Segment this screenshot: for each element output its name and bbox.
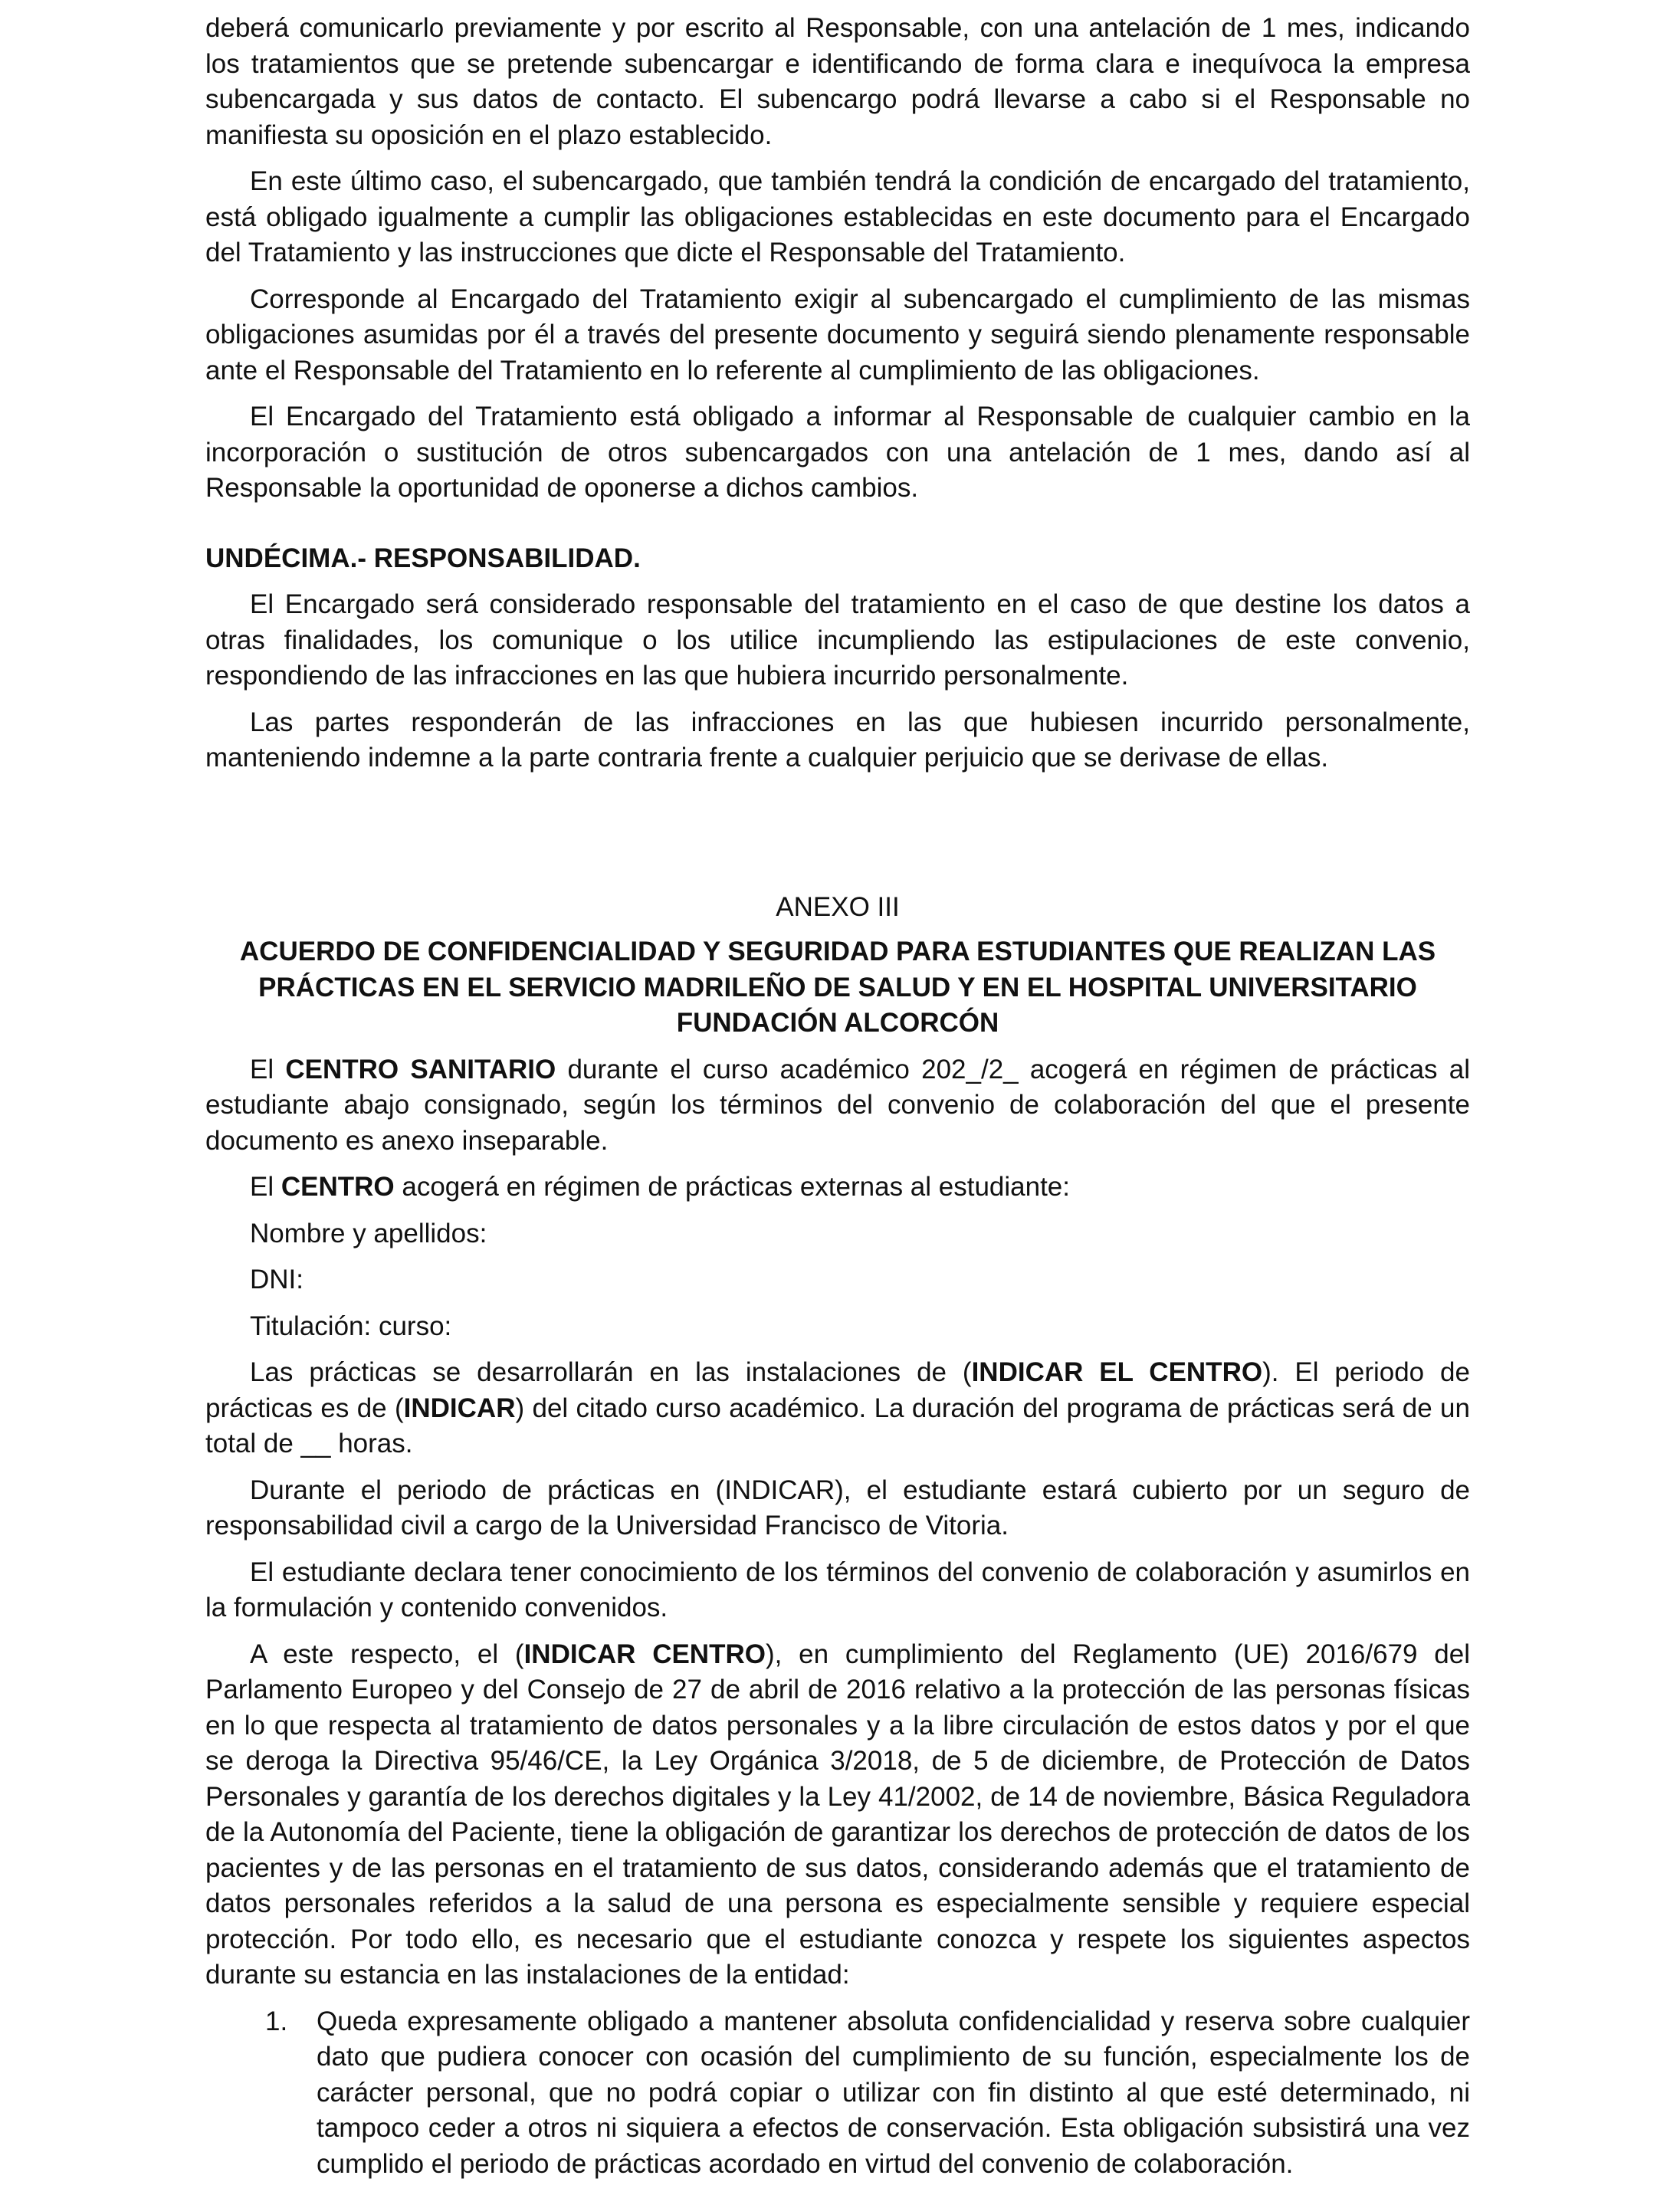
paragraph-subcontractor-condition: En este último caso, el subencargado, que también tendrá la condición de encargado del tratamiento, está obligado igualmente a cumplir las obligaciones establecidas en este documento para el Encargado del Tratamiento y las instrucciones que dicte el Responsable del Tratamiento. — [205, 166, 1470, 267]
list-item-text: Queda expresamente obligado a mantener absoluta confidencialidad y reserva sobre cualquier dato que pudiera conocer con ocasión del cumplimiento de su función, especialmente los de carácter personal, que no podrá copiar o utilizar con fin distinto al que esté determinado, ni tampoco ceder a otros ni siquiera a efectos de conservación. Esta obligación subsistirá una vez cumplido el periodo de prácticas acordado en virtud del convenio de colaboración. — [317, 2006, 1470, 2179]
paragraph-subcontractor-obligations: Corresponde al Encargado del Tratamiento exigir al subencargado el cumplimiento de las mismas obligaciones asumidas por él a través del presente documento y seguirá siendo plenamente responsable ante el Responsable del Tratamiento en lo referente al cumplimiento de las obligaciones. — [205, 284, 1470, 386]
annex-paragraph-regulation: A este respecto, el (INDICAR CENTRO), en cumplimiento del Reglamento (UE) 2016/679 del Parlamento Europeo y del Consejo de 27 de abril de 2016 relativo a la protección de las personas físicas en lo que respecta al tratamiento de datos personales y a la libre circulación de estos datos y por el que se deroga la Directiva 95/46/CE, la Ley Orgánica 3/2018, de 5 de diciembre, de Protección de Datos Personales y garantía de los derechos digitales y la Ley 41/2002, de 14 de noviembre, Básica Reguladora de la Autonomía del Paciente, tiene la obligación de garantizar los derechos de protección de datos de los pacientes y de las personas en el tratamiento de sus datos, considerando además que el tratamiento de datos personales referidos a la salud de una persona es especialmente sensible y requiere especial protección. Por todo ello, es necesario que el estudiante conozca y respete los siguientes aspectos durante su estancia en las instalaciones de la entidad: — [205, 1639, 1471, 1990]
annex-label: ANEXO III — [776, 891, 900, 922]
clause-heading: UNDÉCIMA.- RESPONSABILIDAD. — [205, 543, 641, 573]
annex-paragraph-insurance: Durante el periodo de prácticas en (INDICAR), el estudiante estará cubierto por un seguro de responsabilidad civil a cargo de la Universidad Francisco de Vitoria. — [205, 1475, 1470, 1540]
list-item — [205, 2004, 1470, 2183]
annex-paragraph-acknowledgement: El estudiante declara tener conocimiento de los términos del convenio de colaboración y asumirlos en la formulación y contenido convenidos. — [205, 1557, 1470, 1622]
annex-paragraph-installations: Las prácticas se desarrollarán en las instalaciones de (INDICAR EL CENTRO). El periodo de prácticas es de (INDICAR) del citado curso académico. La duración del programa de prácticas será de un total de __ horas. — [205, 1357, 1470, 1458]
annex-paragraph-centro: El CENTRO acogerá en régimen de prácticas externas al estudiante: — [250, 1172, 1070, 1202]
intro-paragraph: deberá comunicarlo previamente y por escrito al Responsable, con una antelación de 1 mes, indicando los tratamientos que se pretende subencargar e identificando de forma clara e inequívoca la empresa subencargada y sus datos de contacto. El subencargo podrá llevarse a cabo si el Responsable no manifiesta su oposición en el plazo establecido. — [205, 13, 1470, 150]
clause-paragraph: Las partes responderán de las infracciones en las que hubiesen incurrido personalmente, manteniendo indemne a la parte contraria frente a cualquier perjuicio que se derivase de ellas. — [205, 707, 1470, 773]
obligations-list — [205, 2004, 1470, 2183]
field-dni-label: DNI: — [250, 1265, 304, 1294]
annex-paragraph-centro-sanitario: El CENTRO SANITARIO durante el curso académico 202_/2_ acogerá en régimen de prácticas al estudiante abajo consignado, según los términos del convenio de colaboración del que el presente documento es anexo inseparable. — [205, 1054, 1471, 1156]
paragraph-subcontractor-changes: El Encargado del Tratamiento está obligado a informar al Responsable de cualquier cambio en la incorporación o sustitución de otros subencargados con una antelación de 1 mes, dando así al Responsable la oportunidad de oponerse a dichos cambios. — [205, 402, 1470, 503]
field-degree-label: Titulación: curso: — [250, 1311, 452, 1341]
field-name-label: Nombre y apellidos: — [250, 1218, 487, 1248]
annex-title: ACUERDO DE CONFIDENCIALIDAD Y SEGURIDAD PARA ESTUDIANTES QUE REALIZAN LAS PRÁCTICAS EN EL SERVICIO MADRILEÑO DE SALUD Y EN EL HOSPITAL UNIVERSITARIO FUNDACIÓN ALCORCÓN — [239, 937, 1436, 1038]
list-item-number: 1. — [265, 2006, 288, 2036]
clause-paragraph: El Encargado será considerado responsable del tratamiento en el caso de que destine los datos a otras finalidades, los comunique o los utilice incumpliendo las estipulaciones de este convenio, respondiendo de las infracciones en las que hubiera incurrido personalmente. — [205, 589, 1470, 691]
document-page — [205, 11, 1470, 2182]
